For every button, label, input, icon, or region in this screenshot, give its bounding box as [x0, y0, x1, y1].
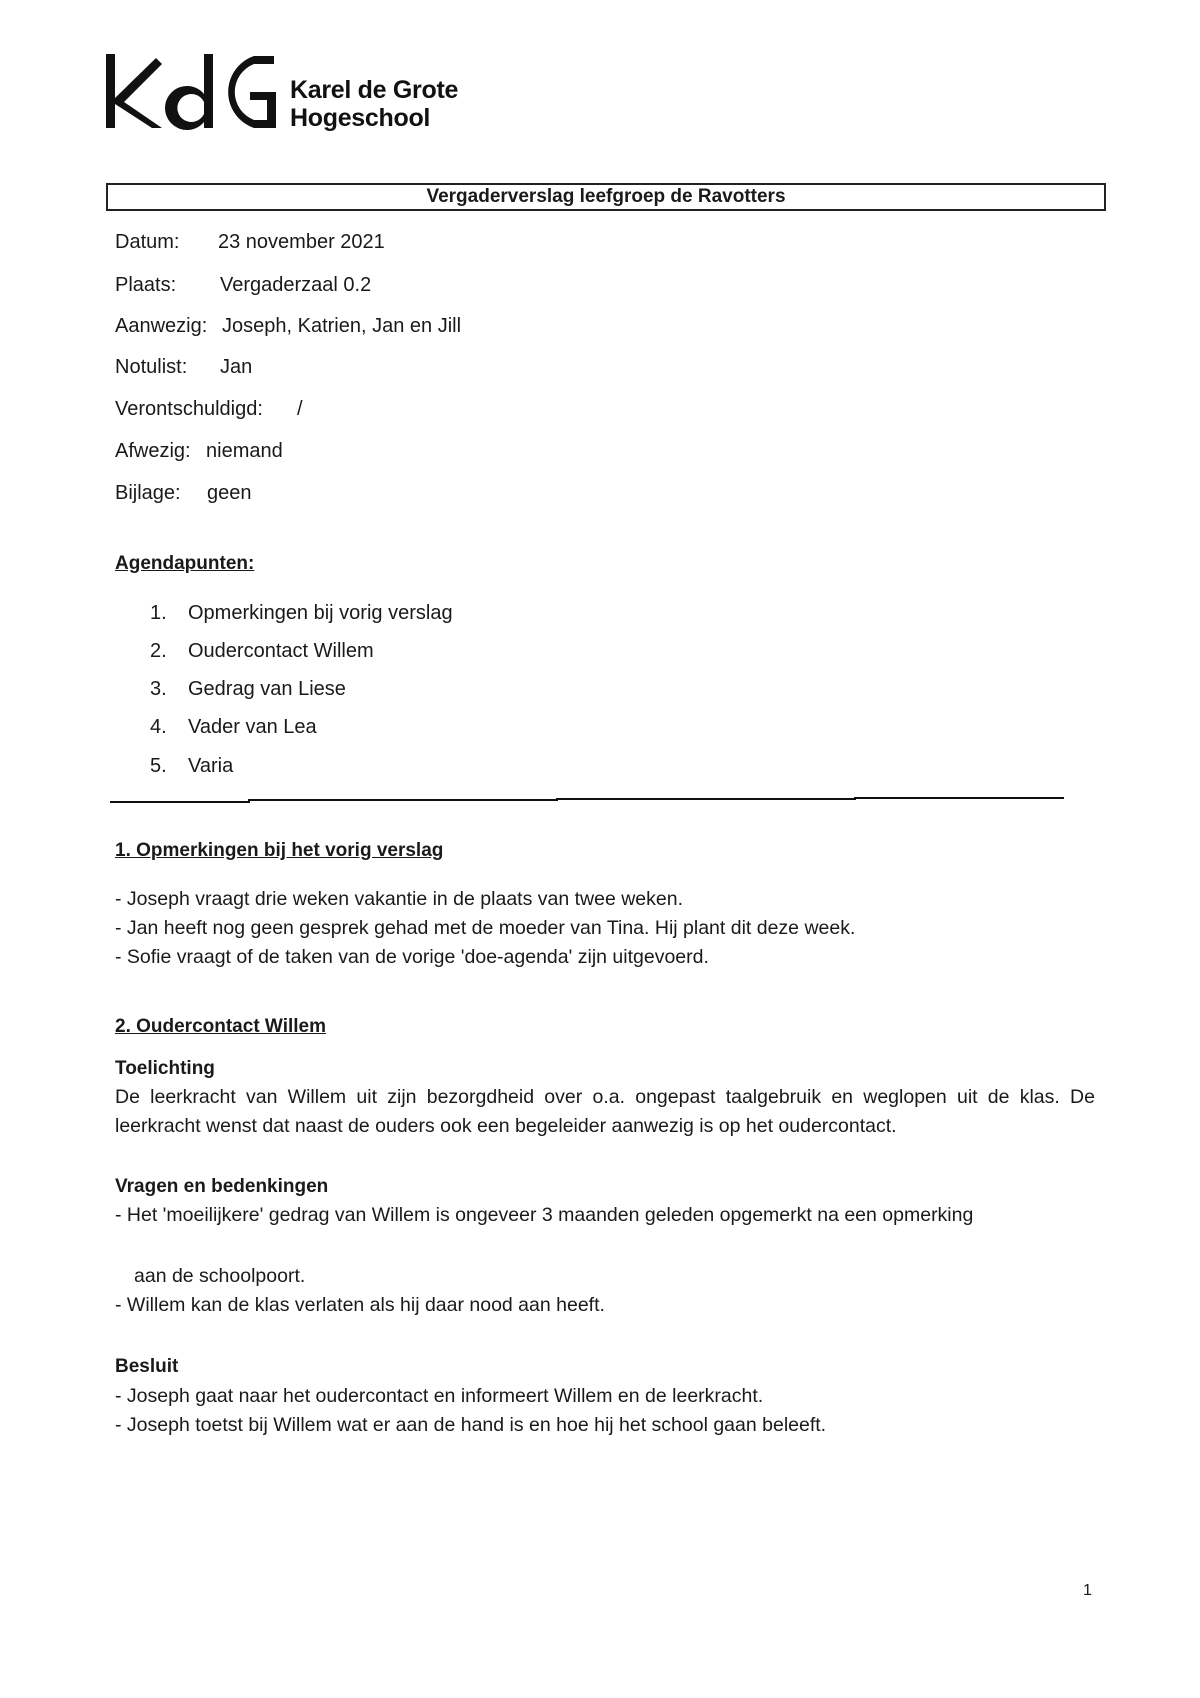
meta-plaats [115, 273, 371, 297]
section-1-bullet: - Joseph vraagt drie weken vakantie in de plaats van twee weken. [115, 888, 683, 910]
agenda-title: Agendapunten: [115, 553, 255, 574]
meta-aanwezig [115, 314, 461, 338]
meta-label: Notulist: [115, 356, 188, 378]
meta-value: 23 november 2021 [218, 231, 385, 253]
agenda-text: Varia [188, 755, 234, 777]
separator-line [248, 799, 558, 801]
meta-bijlage [115, 481, 252, 505]
agenda-text: Opmerkingen bij vorig verslag [188, 602, 453, 624]
separator-line [110, 801, 250, 803]
agenda-number: 1. [150, 602, 167, 624]
section-1-bullet: - Jan heeft nog geen gesprek gehad met de moeder van Tina. Hij plant dit deze week. [115, 917, 856, 939]
agenda-item [150, 602, 453, 625]
meta-afwezig [115, 439, 283, 463]
agenda-number: 2. [150, 640, 167, 662]
vragen-item-1-continued: aan de schoolpoort. [134, 1265, 306, 1287]
agenda-number: 3. [150, 678, 167, 700]
meta-value: niemand [206, 440, 283, 462]
meta-label: Afwezig: [115, 440, 191, 462]
agenda-item [150, 716, 317, 739]
section-1-title: 1. Opmerkingen bij het vorig verslag [115, 840, 444, 861]
agenda-number: 5. [150, 755, 167, 777]
kdg-logo [104, 50, 484, 136]
besluit-item: - Joseph gaat naar het oudercontact en informeert Willem en de leerkracht. [115, 1385, 764, 1407]
logo-wordmark [290, 76, 458, 132]
page-number: 1 [1083, 1582, 1092, 1599]
meta-notulist [115, 355, 252, 379]
section-1-bullet: - Sofie vraagt of de taken van de vorige 'doe-agenda' zijn uitgevoerd. [115, 946, 709, 968]
toelichting-title: Toelichting [115, 1058, 215, 1079]
toelichting-text: De leerkracht van Willem uit zijn bezorgdheid over o.a. ongepast taalgebruik en weglopen uit de klas. De leerkracht wenst dat naast de ouders ook een begeleider aanwezig is op het oudercontact. [115, 1086, 1095, 1137]
section-2-title: 2. Oudercontact Willem [115, 1016, 326, 1037]
separator-line [854, 797, 1064, 799]
meta-value: / [297, 398, 303, 420]
agenda-text: Gedrag van Liese [188, 678, 346, 700]
agenda-text: Oudercontact Willem [188, 640, 374, 662]
vragen-item-2: - Willem kan de klas verlaten als hij daar nood aan heeft. [115, 1294, 605, 1316]
separator-line [556, 798, 856, 800]
besluit-item: - Joseph toetst bij Willem wat er aan de hand is en hoe hij het school gaan beleeft. [115, 1414, 827, 1436]
meta-value: geen [207, 482, 252, 504]
agenda-text: Vader van Lea [188, 716, 317, 738]
vragen-title: Vragen en bedenkingen [115, 1176, 329, 1197]
meta-value: Vergaderzaal 0.2 [220, 274, 372, 296]
meta-label: Verontschuldigd: [115, 398, 263, 420]
agenda-item [150, 640, 374, 663]
meta-label: Aanwezig: [115, 315, 208, 337]
meta-verontschuldigd [115, 397, 303, 421]
agenda-item [150, 755, 233, 778]
meta-datum [115, 230, 385, 254]
meta-label: Datum: [115, 231, 180, 253]
meta-value: Jan [220, 356, 253, 378]
agenda-number: 4. [150, 716, 167, 738]
logo-line-1: Karel de Grote [290, 76, 459, 104]
meta-label: Plaats: [115, 274, 177, 296]
logo-line-2: Hogeschool [290, 104, 431, 132]
agenda-item [150, 678, 346, 701]
besluit-title: Besluit [115, 1356, 179, 1377]
kdg-logo-mark [104, 50, 284, 136]
meta-label: Bijlage: [115, 482, 181, 504]
document-title: Vergaderverslag leefgroep de Ravotters [106, 183, 1106, 211]
vragen-item-1: - Het 'moeilijkere' gedrag van Willem is ongeveer 3 maanden geleden opgemerkt na een opmerking [115, 1204, 974, 1226]
meta-value: Joseph, Katrien, Jan en Jill [222, 315, 462, 337]
